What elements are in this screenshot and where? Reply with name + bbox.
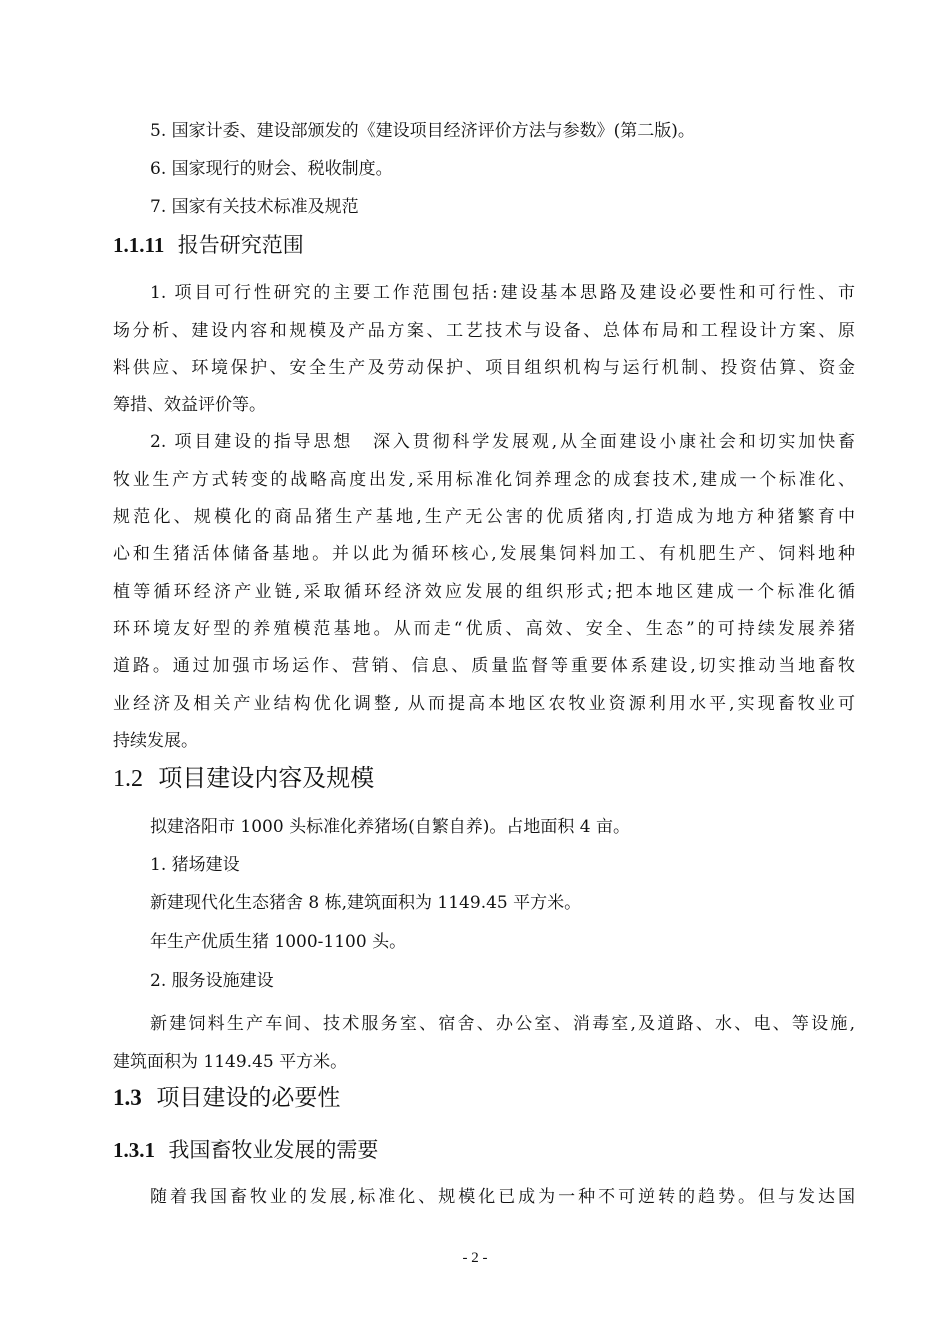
section-title: 项目建设的必要性 xyxy=(156,1085,341,1111)
paragraph-line: 2. 项目建设的指导思想 深入贯彻科学发展观,从全面建设小康社会和切实加快畜 xyxy=(150,432,855,452)
basis-item-6: 6. 国家现行的财会、税收制度。 xyxy=(150,159,393,179)
section-heading-1-3-1 xyxy=(113,1134,378,1166)
paragraph-line: 业经济及相关产业结构优化调整, 从而提高本地区农牧业资源利用水平,实现畜牧业可 xyxy=(113,694,855,714)
section-title: 我国畜牧业发展的需要 xyxy=(168,1138,379,1162)
paragraph-line: 1. 项目可行性研究的主要工作范围包括:建设基本思路及建设必要性和可行性、市 xyxy=(150,283,855,303)
section-heading-1-2 xyxy=(113,762,374,795)
content-line: 新建现代化生态猪舍 8 栋,建筑面积为 1149.45 平方米。 xyxy=(150,893,582,913)
paragraph-line: 场分析、建设内容和规模及产品方案、工艺技术与设备、总体布局和工程设计方案、原 xyxy=(113,321,855,341)
paragraph-line: 牧业生产方式转变的战略高度出发,采用标准化饲养理念的成套技术,建成一个标准化、 xyxy=(113,470,855,490)
paragraph-line: 道路。通过加强市场运作、营销、信息、质量监督等重要体系建设,切实推动当地畜牧 xyxy=(113,656,855,676)
page-number: - 2 - xyxy=(462,1250,488,1266)
section-title: 报告研究范围 xyxy=(177,233,304,257)
section-heading-1-3 xyxy=(113,1082,340,1114)
content-line: 1. 猪场建设 xyxy=(150,855,240,875)
section-heading-1-1-11 xyxy=(113,229,304,261)
content-line: 2. 服务设施建设 xyxy=(150,971,274,991)
paragraph-line: 环环境友好型的养殖模范基地。从而走“优质、高效、安全、生态”的可持续发展养猪 xyxy=(113,619,855,639)
content-line: 年生产优质生猪 1000-1100 头。 xyxy=(150,932,407,952)
basis-item-5: 5. 国家计委、建设部颁发的《建设项目经济评价方法与参数》(第二版)。 xyxy=(150,121,695,141)
section-title: 项目建设内容及规模 xyxy=(158,764,375,792)
content-line: 新建饲料生产车间、技术服务室、宿舍、办公室、消毒室,及道路、水、电、等设施, xyxy=(150,1014,855,1034)
paragraph-line: 随着我国畜牧业的发展,标准化、规模化已成为一种不可逆转的趋势。但与发达国 xyxy=(150,1187,855,1207)
section-number: 1.3 xyxy=(113,1085,142,1110)
paragraph-line: 植等循环经济产业链,采取循环经济效应发展的组织形式;把本地区建成一个标准化循 xyxy=(113,582,855,602)
section-number: 1.2 xyxy=(113,766,143,792)
paragraph-line: 心和生猪活体储备基地。并以此为循环核心,发展集饲料加工、有机肥生产、饲料地种 xyxy=(113,544,855,564)
paragraph-line: 料供应、环境保护、安全生产及劳动保护、项目组织机构与运行机制、投资估算、资金 xyxy=(113,358,855,378)
paragraph-line: 持续发展。 xyxy=(113,731,198,751)
content-line: 建筑面积为 1149.45 平方米。 xyxy=(113,1052,348,1072)
paragraph-line: 规范化、规模化的商品猪生产基地,生产无公害的优质猪肉,打造成为地方种猪繁育中 xyxy=(113,507,855,527)
section-number: 1.3.1 xyxy=(113,1138,155,1162)
section-number: 1.1.11 xyxy=(113,233,165,257)
basis-item-7: 7. 国家有关技术标准及规范 xyxy=(150,197,359,217)
paragraph-line: 筹措、效益评价等。 xyxy=(113,395,266,415)
content-line: 拟建洛阳市 1000 头标准化养猪场(自繁自养)。占地面积 4 亩。 xyxy=(150,817,630,837)
